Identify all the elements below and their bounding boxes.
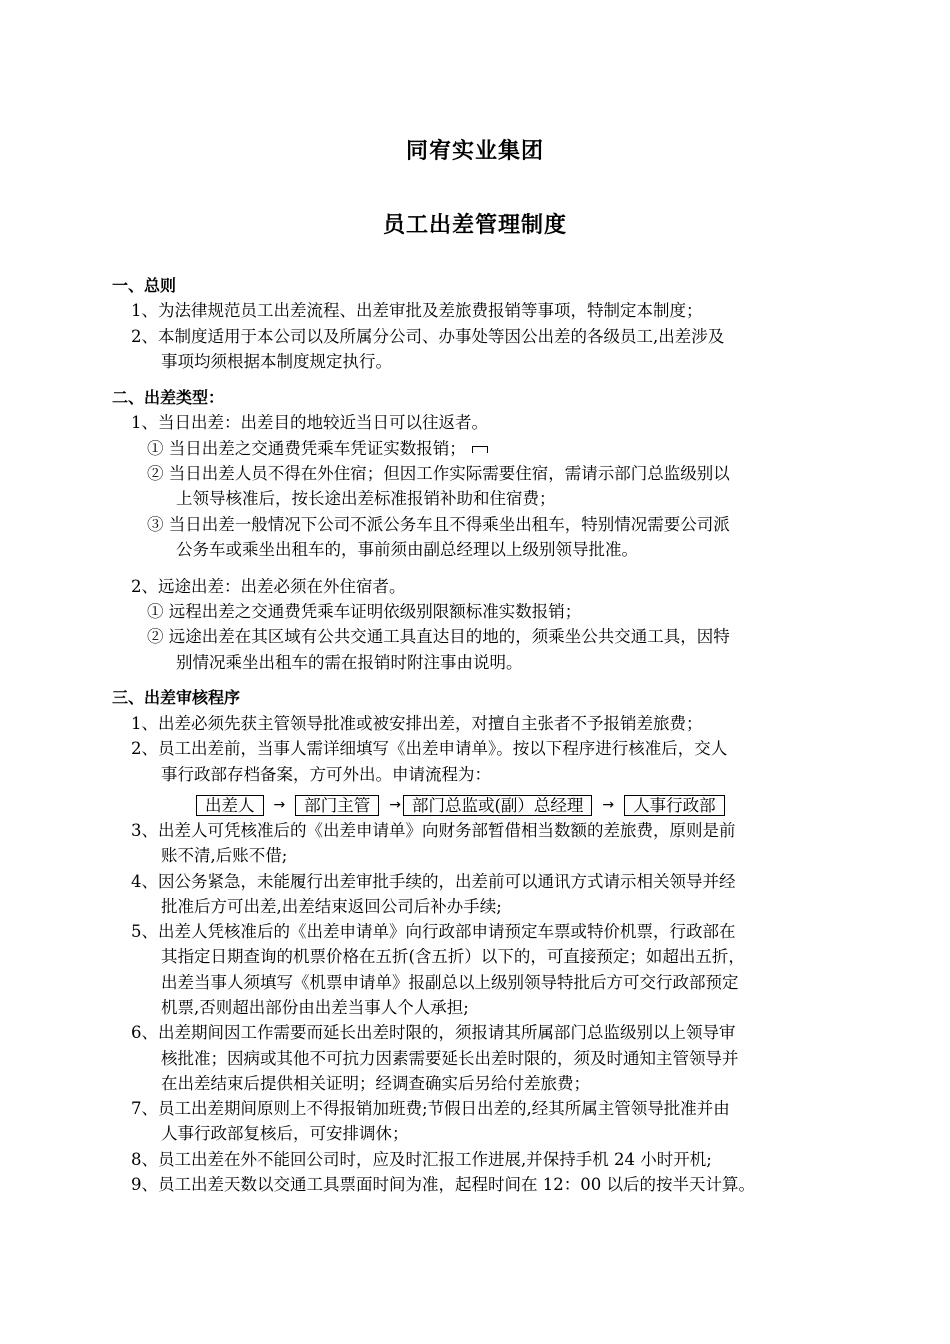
paragraph-line: 6、出差期间因工作需要而延长出差时限的，须报请其所属部门总监级别以上领导审 [131, 1023, 736, 1042]
paragraph-line: 1、为法律规范员工出差流程、出差审批及差旅费报销等事项，特制定本制度； [131, 301, 703, 320]
paragraph-line: 核批准；因病或其他不可抗力因素需要延长出差时限的，须及时通知主管领导并 [161, 1049, 739, 1068]
arrow-right-icon: → [273, 797, 286, 813]
list-item: 上领导核准后，按长途出差标准报销补助和住宿费； [176, 489, 556, 508]
paragraph-line: 4、因公务紧急，未能履行出差审批手续的，出差前可以通讯方式请示相关领导并经 [131, 872, 736, 891]
paragraph-line: 1、当日出差：出差目的地较近当日可以往返者。 [131, 413, 488, 432]
paragraph-line: 5、出差人凭核准后的《出差申请单》向行政部申请预定车票或特价机票，行政部在 [131, 922, 736, 941]
list-item: ③ 当日出差一般情况下公司不派公务车且不得乘坐出租车，特别情况需要公司派 [147, 515, 730, 534]
list-item: ② 远途出差在其区域有公共交通工具直达目的地的，须乘坐公共交通工具，因特 [147, 627, 730, 646]
document-title: 员工出差管理制度 [382, 213, 567, 238]
paragraph-line: 账不清,后账不借; [161, 846, 288, 865]
paragraph-line: 出差当事人须填写《机票申请单》报副总以上级别领导特批后方可交行政部预定 [161, 973, 739, 992]
paragraph-line: 1、出差必须先获主管领导批准或被安排出差，对擅自主张者不予报销差旅费； [131, 714, 703, 733]
paragraph-line: 2、远途出差：出差必须在外住宿者。 [131, 577, 406, 596]
approval-flow [196, 792, 725, 818]
list-item [147, 436, 488, 462]
paragraph-line: 2、本制度适用于本公司以及所属分公司、办事处等因公出差的各级员工,出差涉及 [131, 327, 725, 346]
section-heading-general: 一、总则 [112, 276, 177, 295]
flow-step-director: 部门总监或(副）总经理 [403, 795, 592, 816]
list-item-text: ① 当日出差之交通费凭乘车凭证实数报销； [147, 439, 466, 458]
paragraph-line: 机票,否则超出部份由出差当事人个人承担; [161, 998, 469, 1017]
paragraph-line: 事项均须根据本制度规定执行。 [161, 352, 392, 371]
paragraph-line: 7、员工出差期间原则上不得报销加班费;节假日出差的,经其所属主管领导批准并由 [131, 1099, 730, 1118]
flow-step-traveler: 出差人 [196, 795, 264, 816]
cursor-mark-icon [472, 446, 488, 453]
list-item: 别情况乘坐出租车的需在报销时附注事由说明。 [176, 653, 523, 672]
list-item: ① 远程出差之交通费凭乘车证明依级别限额标准实数报销； [147, 602, 582, 621]
paragraph-line: 3、出差人可凭核准后的《出差申请单》向财务部暂借相当数额的差旅费，原则是前 [131, 821, 736, 840]
arrow-right-icon: → [602, 797, 615, 813]
paragraph-line: 人事行政部复核后，可安排调休； [161, 1124, 409, 1143]
paragraph-line: 9、员工出差天数以交通工具票面时间为准，起程时间在 12：00 以后的按半天计算。 [131, 1175, 755, 1194]
section-heading-types: 二、出差类型： [112, 388, 225, 407]
paragraph-line: 事行政部存档备案，方可外出。申请流程为： [161, 765, 491, 784]
paragraph-line: 其指定日期查询的机票价格在五折(含五折）以下的，可直接预定；如超出五折， [161, 947, 745, 966]
list-item: 公务车或乘坐出租车的，事前须由副总经理以上级别领导批准。 [176, 540, 638, 559]
list-item: ② 当日出差人员不得在外住宿；但因工作实际需要住宿，需请示部门总监级别以 [147, 464, 730, 483]
paragraph-line: 2、员工出差前，当事人需详细填写《出差申请单》。按以下程序进行核准后，交人 [131, 739, 728, 758]
arrow-right-icon: → [389, 797, 401, 813]
paragraph-line: 批准后方可出差,出差结束返回公司后补办手续; [161, 897, 502, 916]
flow-step-hr: 人事行政部 [624, 795, 725, 816]
paragraph-line: 8、员工出差在外不能回公司时，应及时汇报工作进展,并保持手机 24 小时开机; [131, 1150, 712, 1169]
section-heading-approval: 三、出差审核程序 [112, 688, 241, 707]
paragraph-line: 在出差结束后提供相关证明；经调查确实后另给付差旅费； [161, 1074, 590, 1093]
company-title: 同宥实业集团 [405, 139, 544, 164]
flow-step-supervisor: 部门主管 [295, 795, 379, 816]
